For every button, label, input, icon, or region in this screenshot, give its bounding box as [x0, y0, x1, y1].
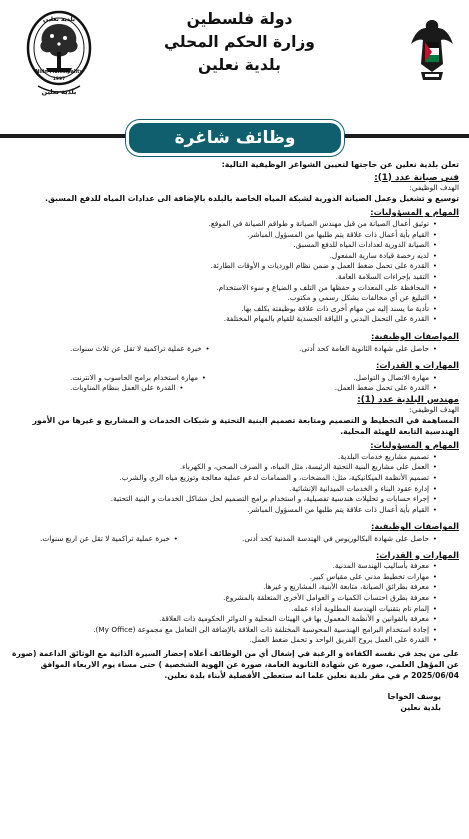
- skill-item: • مهارة الاتصال و التواصل.: [353, 373, 437, 384]
- list-item: • القيام بأية أعمال ذات علاقة يتم طلبها من المسؤول المباشر.: [10, 505, 437, 516]
- list-item: • توثيق أعمال الصيانة من قبل مهندس الصيانة و طواقم الصيانة في الموقع.: [10, 219, 437, 230]
- list-item: • تأدية ما يسند إليه من مهام أخرى ذات علاقة بوظيفته يكلف بها.: [10, 304, 437, 315]
- closing-paragraph: على من يجد في نفسه الكفاءة و الرغبة في إشغال أي من الوظائف أعلاه إحضار السيرة الذاتية مع الوثائق الداعمة (صورة عن المؤهل العلمي، صورة عن شهادة الثانوية العامة، صورة عن الهوية الشخصية ) حتى مساء يوم الاربعاء الموافق 2025/06/04 م في مقر بلدية نعلين علما انه ستعطى الأفضلية لأبناء بلدة نعلين.: [12, 648, 459, 680]
- municipality-name: بلدية نعلين: [198, 56, 281, 74]
- announcement-body: [0, 160, 469, 713]
- job2-specs-row: [40, 534, 437, 545]
- seal-top-text: بلدية نعلين: [42, 16, 76, 23]
- list-item: • معرفة بطرائق الصيانة، متابعة الأبنية، المشاريع و غيرها.: [10, 582, 437, 593]
- job2-title: مهندس البلدية عدد (1):: [357, 394, 459, 405]
- skill-item: • القدرة على العمل بنظام المناوبات.: [70, 383, 184, 394]
- job1-skills-label: المهارات و القدرات:: [375, 360, 459, 371]
- job2-tasks-list: [10, 452, 437, 516]
- spec-item: • حاصل على شهادة البكالوريوس في الهندسة المدنية كحد أدنى.: [242, 534, 437, 545]
- job1-skills-row-1: [70, 373, 437, 384]
- header: [0, 0, 469, 112]
- list-item: • معرفة بالقوانين و الأنظمة المعمول بها في الهيئات المحلية و الدوائر الحكومية ذات العلاقة.: [10, 614, 437, 625]
- list-item: • إدارة عقود البناء و الخدمات الميدانية الإنشائية.: [10, 484, 437, 495]
- seal-year: 1997: [52, 77, 66, 82]
- list-item: • القيام بأية أعمال ذات علاقة يتم طلبها من المسؤول المباشر.: [10, 230, 437, 241]
- list-item: • الصيانة الدورية لعدادات المياه للدفع المسبق.: [10, 240, 437, 251]
- job2-skills-label: المهارات و القدرات:: [375, 549, 459, 560]
- job2-specs-label: المواصفات الوظيفية:: [371, 521, 459, 532]
- job1-tasks-label: المهام و المسؤوليات:: [370, 207, 459, 218]
- list-item: • مهارات تخطيط مدني على مقياس كبير.: [10, 572, 437, 583]
- list-item: • المحافظة على المعدات و حفظها من التلف و الضياع و سوء الاستخدام.: [10, 283, 437, 294]
- signature-block: [10, 691, 459, 713]
- list-item: • تصميم مشاريع خدمات البلدية.: [10, 452, 437, 463]
- signatory-name: يوسف الخواجا: [387, 692, 441, 702]
- job2-goal: المساهمة في التخطيط و التصميم ومتابعة تصميم البنية التحتية و شبكات الخدمات و المشاريع و غيرها من الأمور الهندسية التابعة للهيئة المحلية.: [32, 416, 459, 436]
- list-item: • معرفة بأساليب الهندسة المدنية.: [10, 561, 437, 572]
- list-item: • التقيد بإجراءات السلامة العامة.: [10, 272, 437, 283]
- skill-item: • مهارة استخدام برامج الحاسوب و الانترنت.: [70, 373, 206, 384]
- signatory-org: بلدية نعلين: [400, 703, 441, 713]
- list-item: • العمل على مشاريع البنية التحتية الرئيسة، مثل المياه، و الصرف الصحي، و الكهرباء.: [10, 462, 437, 473]
- list-item: • إلمام تام بتقنيات الهندسة المطلوبة أداء عمله.: [10, 604, 437, 615]
- job1-title: فني صيانة عدد (1):: [374, 172, 459, 183]
- job1-skills-row-2: [70, 383, 437, 394]
- job1-goal: توسيع و تشغيل وعمل الصيانة الدورية لشبكة المياه الخاصة بالبلدة بالإضافة الى عدادات المياه للدفع المسبق.: [45, 193, 459, 203]
- ministry-name: وزارة الحكم المحلي: [164, 33, 315, 51]
- job1-goal-label: الهدف الوظيفي:: [409, 183, 459, 193]
- spec-item: • حاصل على شهادة الثانوية العامة كحد أدنى.: [299, 344, 437, 355]
- skill-item: • القدرة على تحمل ضغط العمل.: [335, 383, 437, 394]
- vacancies-banner: وظائف شاغرة: [126, 120, 344, 156]
- job1-specs-label: المواصفات الوظيفية:: [371, 330, 459, 341]
- job1-specs-row: [70, 344, 437, 355]
- municipality-seal: [24, 8, 94, 100]
- job2-tasks-label: المهام و المسؤوليات:: [370, 440, 459, 451]
- list-item: • إجراء حسابات و تحليلات هندسية تفصيلية، و استخدام برامج التصميم لحل مشاكل الخدمات و البنية التحتية.: [10, 494, 437, 505]
- state-name: دولة فلسطين: [186, 10, 293, 28]
- list-item: • القدرة على العمل بروح الفريق الواحد و تحمل ضغط العمل.: [10, 635, 437, 646]
- job1-tasks-list: [10, 219, 437, 325]
- list-item: • القدرة على التحمل البدني و اللياقة الجسدية للقيام بالمهام المختلفة.: [10, 314, 437, 325]
- palestine-eagle-emblem-icon: [407, 14, 457, 84]
- seal-bottom-text: بلدية نعلين: [41, 88, 77, 96]
- job2-goal-label: الهدف الوظيفي:: [409, 405, 459, 415]
- list-item: • إجادة استخدام البرامج الهندسية المحوسبة المختلفة ذات العلاقة بالإضافة الى التعامل مع مجموعة (My Office).: [10, 625, 437, 636]
- list-item: • معرفة بطرق احتساب الكميات و العوامل الأخرى المتعلقة بالمشروع.: [10, 593, 437, 604]
- job2-skills-list: [10, 561, 437, 646]
- list-item: • التبليغ عن أي مخالفات بشكل رسمي و مكتوب.: [10, 293, 437, 304]
- spec-item: • خبرة عملية تراكمية لا تقل عن اربع سنوات.: [40, 534, 178, 545]
- list-item: • لديه رخصة قيادة سارية المفعول.: [10, 251, 437, 262]
- list-item: • القدرة على تحمل ضغط العمل و ضمن نظام الورديات و الأوقات الطارئة.: [10, 261, 437, 272]
- seal-english-text: Nilin Municipality: [35, 70, 83, 75]
- intro-text: تعلن بلدية نعلين عن حاجتها لتعيين الشواغر الوظيفية التالية:: [221, 160, 459, 169]
- title-block: [120, 8, 359, 77]
- banner-section: [0, 112, 469, 158]
- list-item: • تصميم الأنظمة الميكانيكية، مثل: المضخات، و الصمامات لدعم عملية معالجة وتوزيع مياه الري والشرب.: [10, 473, 437, 484]
- spec-item: • خبرة عملية تراكمية لا تقل عن ثلاث سنوات.: [70, 344, 210, 355]
